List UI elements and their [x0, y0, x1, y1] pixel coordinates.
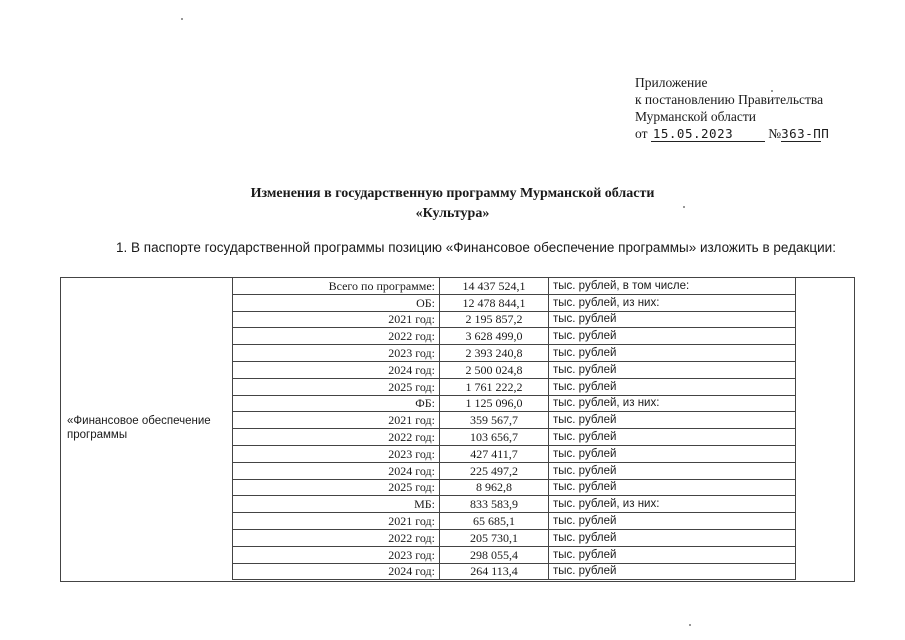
- row-amount: 298 055,4: [440, 546, 549, 563]
- row-label: Всего по программе:: [233, 278, 440, 295]
- financing-position-label: «Финансовое обеспечение программы: [67, 415, 211, 441]
- row-label: 2023 год:: [233, 445, 440, 462]
- appendix-decree-line: к постановлению Правительства: [635, 92, 824, 107]
- row-unit: тыс. рублей, из них:: [549, 496, 796, 513]
- appendix-date-line: [635, 125, 830, 142]
- row-amount: 65 685,1: [440, 513, 549, 530]
- row-amount: 833 583,9: [440, 496, 549, 513]
- table-row: [233, 412, 796, 429]
- row-amount: 12 478 844,1: [440, 294, 549, 311]
- row-amount: 103 656,7: [440, 429, 549, 446]
- row-unit: тыс. рублей: [549, 445, 796, 462]
- appendix-title: Приложение: [635, 75, 708, 90]
- table-row: [233, 429, 796, 446]
- row-unit: тыс. рублей: [549, 513, 796, 530]
- table-row: [233, 546, 796, 563]
- row-label: ОБ:: [233, 294, 440, 311]
- row-label: 2024 год:: [233, 563, 440, 580]
- row-unit: тыс. рублей: [549, 462, 796, 479]
- row-label: 2023 год:: [233, 546, 440, 563]
- row-amount: 427 411,7: [440, 445, 549, 462]
- appendix-region-line: Мурманской области: [635, 109, 756, 124]
- table-row: [233, 529, 796, 546]
- row-label: ФБ:: [233, 395, 440, 412]
- row-label: 2021 год:: [233, 311, 440, 328]
- row-unit: тыс. рублей, из них:: [549, 294, 796, 311]
- table-row: [233, 345, 796, 362]
- row-amount: 2 195 857,2: [440, 311, 549, 328]
- table-row: [233, 378, 796, 395]
- table-row: [233, 395, 796, 412]
- row-unit: тыс. рублей: [549, 529, 796, 546]
- row-unit: тыс. рублей: [549, 412, 796, 429]
- row-unit: тыс. рублей, из них:: [549, 395, 796, 412]
- row-unit: тыс. рублей: [549, 328, 796, 345]
- row-amount: 225 497,2: [440, 462, 549, 479]
- table-row: [233, 563, 796, 580]
- table-row: [233, 513, 796, 530]
- appendix-header: [635, 74, 830, 142]
- intro-paragraph: 1. В паспорте государственной программы позицию «Финансовое обеспечение программы» изложить в редакции:: [116, 240, 836, 255]
- row-label: 2022 год:: [233, 529, 440, 546]
- row-label: 2022 год:: [233, 429, 440, 446]
- document-title: Изменения в государственную программу Мурманской области: [250, 186, 655, 201]
- scan-speck: [683, 206, 685, 208]
- table-row: [233, 294, 796, 311]
- row-label: 2024 год:: [233, 361, 440, 378]
- row-amount: 3 628 499,0: [440, 328, 549, 345]
- row-label: 2025 год:: [233, 479, 440, 496]
- row-unit: тыс. рублей: [549, 361, 796, 378]
- program-name: «Культура»: [415, 206, 490, 221]
- row-label: 2021 год:: [233, 412, 440, 429]
- row-unit: тыс. рублей: [549, 546, 796, 563]
- date-prefix: от: [635, 126, 648, 141]
- table-row: [233, 445, 796, 462]
- table-row: [233, 462, 796, 479]
- row-label: МБ:: [233, 496, 440, 513]
- table-row: [233, 479, 796, 496]
- row-label: 2022 год:: [233, 328, 440, 345]
- row-amount: 205 730,1: [440, 529, 549, 546]
- scan-speck: [181, 18, 183, 20]
- row-unit: тыс. рублей: [549, 429, 796, 446]
- row-amount: 264 113,4: [440, 563, 549, 580]
- decree-date: 15.05.2023: [651, 127, 765, 142]
- scan-speck: [771, 90, 773, 92]
- row-label: 2023 год:: [233, 345, 440, 362]
- row-unit: тыс. рублей: [549, 311, 796, 328]
- number-prefix: №: [768, 126, 782, 141]
- row-unit: тыс. рублей: [549, 479, 796, 496]
- row-amount: 2 393 240,8: [440, 345, 549, 362]
- scan-speck: [689, 624, 691, 626]
- row-unit: тыс. рублей, в том числе:: [549, 278, 796, 295]
- decree-number: 363-ПП: [781, 126, 830, 141]
- row-label: 2021 год:: [233, 513, 440, 530]
- table-row: [233, 496, 796, 513]
- row-unit: тыс. рублей: [549, 378, 796, 395]
- row-amount: 1 761 222,2: [440, 378, 549, 395]
- row-unit: тыс. рублей: [549, 563, 796, 580]
- row-label: 2025 год:: [233, 378, 440, 395]
- table-row: [233, 311, 796, 328]
- table-row: [233, 278, 796, 295]
- row-amount: 2 500 024,8: [440, 361, 549, 378]
- row-amount: 14 437 524,1: [440, 278, 549, 295]
- row-amount: 1 125 096,0: [440, 395, 549, 412]
- row-unit: тыс. рублей: [549, 345, 796, 362]
- row-label: 2024 год:: [233, 462, 440, 479]
- table-row: [233, 328, 796, 345]
- table-row: [233, 361, 796, 378]
- financing-table: [232, 277, 796, 580]
- row-amount: 359 567,7: [440, 412, 549, 429]
- row-amount: 8 962,8: [440, 479, 549, 496]
